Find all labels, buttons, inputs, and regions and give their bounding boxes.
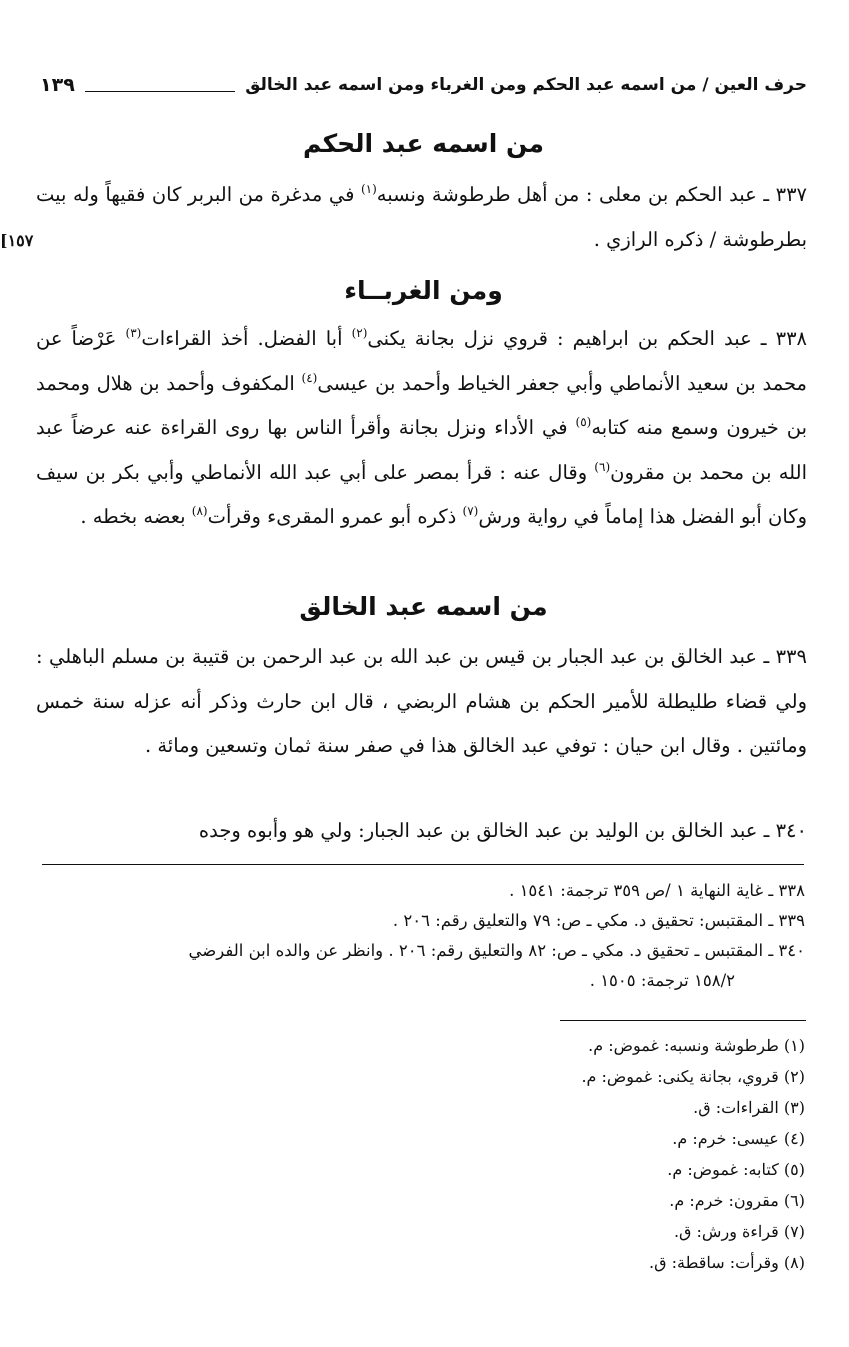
section-heading-abd-al-hakam: من اسمه عبد الحكم bbox=[302, 129, 544, 158]
source-references bbox=[42, 876, 805, 996]
entry-number: ٣٣٨ ـ bbox=[760, 327, 808, 350]
footnote: (٢) قروي، بجانة يكنى: غموض: م. bbox=[581, 1067, 805, 1086]
footnote: (١) طرطوشة ونسبه: غموض: م. bbox=[588, 1036, 805, 1055]
footnote-ref: (٢) bbox=[351, 326, 368, 340]
footnote: (٣) القراءات: ق. bbox=[693, 1098, 805, 1117]
footnote: (٨) وقرأت: ساقطة: ق. bbox=[649, 1253, 805, 1272]
entry-text: وقال عنه : قرأ بمصر على أبي عبد الله الأنماطي وأبي بكر بن سيف وكان أبو الفضل هذا إماماً في رواية ورش bbox=[36, 460, 807, 528]
entry-text: عبد الخالق بن الوليد بن عبد الخالق بن عبد الجبار: ولي هو وأبوه وجده bbox=[198, 819, 764, 842]
entry-text: المكفوف وأحمد بن هلال ومحمد بن خيرون وسمع منه كتابه bbox=[36, 371, 808, 439]
source-ref: ٣٣٩ ـ المقتبس: تحقيق د. مكي ـ ص: ٧٩ والتعليق رقم: ٢٠٦ . bbox=[392, 911, 805, 930]
section-heading-abd-al-khaliq: من اسمه عبد الخالق bbox=[299, 592, 548, 621]
entry-text: عبد الحكم بن معلى : من أهل طرطوشة ونسبه bbox=[376, 183, 764, 206]
source-ref-continuation: ١٥٨/٢ ترجمة: ١٥٠٥ . bbox=[589, 971, 735, 990]
footnote-ref: (٣) bbox=[125, 326, 142, 340]
footnote-ref: (٥) bbox=[575, 415, 592, 429]
source-ref: ٣٤٠ ـ المقتبس ـ تحقيق د. مكي ـ ص: ٨٢ والتعليق رقم: ٢٠٦ . وانظر عن والده ابن الفرضي bbox=[188, 941, 805, 960]
margin-page-mark: [١٥٧ bbox=[0, 231, 34, 250]
running-head-title: حرف العين / من اسمه عبد الحكم ومن الغرباء ومن اسمه عبد الخالق bbox=[245, 75, 807, 95]
footnote: (٥) كتابه: غموض: م. bbox=[667, 1160, 805, 1179]
running-head bbox=[40, 68, 807, 102]
entry-340 bbox=[36, 809, 807, 854]
entry-text: عَرْضاً عن محمد بن سعيد الأنماطي وأبي جعفر الخياط وأحمد بن عيسى bbox=[36, 327, 807, 395]
source-ref: ٣٣٨ ـ غاية النهاية ١ /ص ٣٥٩ ترجمة: ١٥٤١ . bbox=[509, 881, 805, 900]
footnote-ref: (٧) bbox=[462, 504, 479, 518]
footnote: (٤) عيسى: خرم: م. bbox=[672, 1129, 805, 1148]
entry-337 bbox=[36, 173, 807, 262]
entry-text: بعضه بخطه . bbox=[80, 505, 192, 528]
entry-number: ٣٣٩ ـ bbox=[763, 645, 807, 668]
footnote: (٦) مقرون: خرم: م. bbox=[669, 1191, 805, 1210]
footnote: (٧) قراءة ورش: ق. bbox=[673, 1222, 805, 1241]
entry-text: أبا الفضل. أخذ القراءات bbox=[141, 327, 352, 350]
section-heading-strangers: ومن الغربــاء bbox=[344, 276, 503, 305]
footnotes bbox=[385, 1030, 805, 1278]
entry-text: ذكره أبو عمرو المقرىء وقرأت bbox=[207, 505, 463, 528]
footnote-ref: (٦) bbox=[594, 459, 611, 474]
running-head-rule bbox=[85, 91, 235, 92]
entry-number: ٣٤٠ ـ bbox=[763, 819, 807, 842]
entry-text: عبد الحكم بن ابراهيم : قروي نزل بجانة يكنى bbox=[367, 327, 761, 350]
entry-338 bbox=[36, 317, 807, 540]
sources-separator bbox=[42, 864, 804, 865]
entry-number: ٣٣٧ ـ bbox=[763, 183, 808, 206]
footnote-ref: (١) bbox=[360, 182, 377, 196]
footnote-ref: (٤) bbox=[301, 370, 318, 385]
entry-text: في مدغرة من البربر كان فقيهاً وله بيت بطرطوشة / ذكره الرازي . bbox=[36, 183, 807, 251]
footnotes-separator bbox=[560, 1020, 806, 1021]
entry-text: في الأداء ونزل بجانة وأقرأ الناس بها روى القراءة عنه عرضاً عبد الله بن محمد بن مقرون bbox=[36, 416, 807, 484]
entry-text: عبد الخالق بن عبد الجبار بن قيس بن عبد الله بن عبد الرحمن بن قتيبة بن مسلم الباهلي : ولي قضاء طليطلة للأمير الحكم بن هشام الربضي ، قال ابن حارث وذكر أنه عزله سنة خمس ومائتين . وقال ابن حيان : توفي عبد الخالق هذا في صفر سنة ثمان وتسعين ومائة . bbox=[36, 645, 807, 757]
entry-339 bbox=[36, 635, 807, 769]
footnote-ref: (٨) bbox=[191, 504, 208, 518]
page-number: ١٣٩ bbox=[40, 74, 75, 96]
